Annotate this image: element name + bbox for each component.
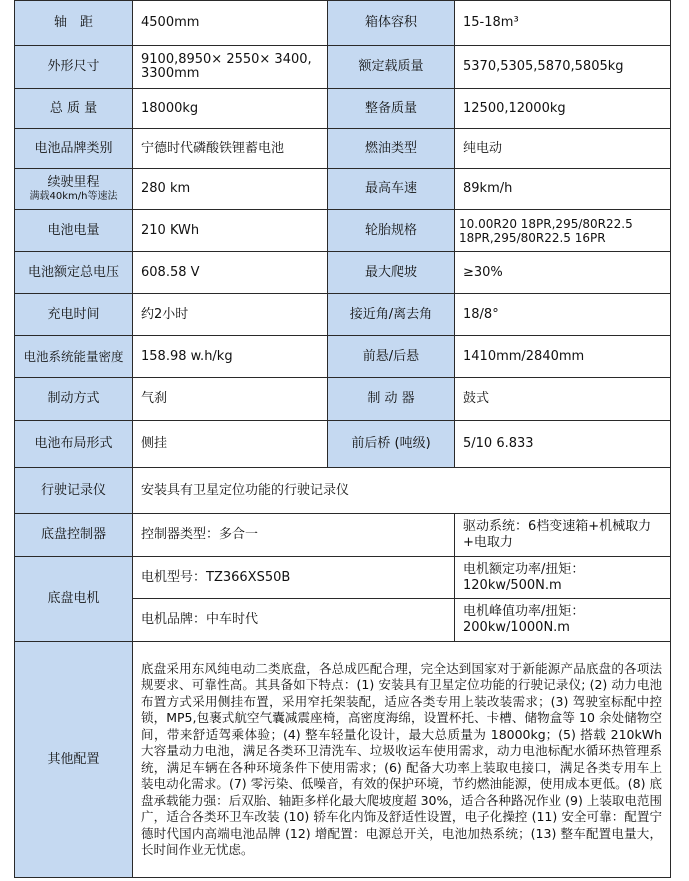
spec-row [15,46,671,89]
spec-label: 最高车速 [328,169,455,210]
spec-label: 总 质 量 [15,89,133,129]
spec-label: 电池品牌类别 [15,129,133,169]
motor-brand: 电机品牌：中车时代 [133,599,455,642]
spec-label: 充电时间 [15,294,133,336]
spec-value: 10.00R20 18PR,295/80R22.5 18PR,295/80R22.5 16PR [455,210,671,252]
spec-label: 电池电量 [15,210,133,252]
spec-label: 箱体容积 [328,1,455,46]
spec-label-sub: 满载40km/h等速法 [29,191,118,202]
spec-label: 接近角/离去角 [328,294,455,336]
spec-value: 280 km [133,169,328,210]
spec-value: 宁德时代磷酸铁锂蓄电池 [133,129,328,169]
controller-row [15,514,671,557]
spec-row [15,89,671,129]
spec-label: 电池布局形式 [15,421,133,468]
spec-row [15,336,671,378]
spec-row [15,294,671,336]
recorder-value: 安装具有卫星定位功能的行驶记录仪 [133,468,671,514]
spec-label: 轮胎规格 [328,210,455,252]
spec-label [15,169,133,210]
spec-label: 燃油类型 [328,129,455,169]
controller-type: 控制器类型：多合一 [133,514,455,557]
spec-label: 额定载质量 [328,46,455,89]
spec-label: 前后桥 (吨级) [328,421,455,468]
motor-row [15,557,671,599]
spec-label: 前悬/后悬 [328,336,455,378]
spec-table [14,0,671,878]
spec-row [15,129,671,169]
spec-value: 鼓式 [455,378,671,421]
motor-model: 电机型号：TZ366XS50B [133,557,455,599]
motor-label: 底盘电机 [15,557,133,642]
spec-value: 15-18m³ [455,1,671,46]
spec-value: 气刹 [133,378,328,421]
spec-value: 5370,5305,5870,5805kg [455,46,671,89]
spec-value: 12500,12000kg [455,89,671,129]
other-notes: 底盘采用东风纯电动二类底盘，各总成匹配合理，完全达到国家对于新能源产品底盘的各项法规要求、可靠性高。其具备如下特点：(1) 安装具有卫星定位功能的行驶记录仪; (2) 动力电池布置方式采用侧挂布置，采用窄托架装配，适应各类专用上装改装需求；(3) 驾驶室标配中控锁，MP5,包裹式航空气囊减震座椅，高密度海绵，设置杯托、卡槽、储物盒等 10 余处储物空间，带来舒适驾乘体验；(4) 整车轻量化设计，最大总质量为 18000kg；(5) 搭载 210kWh 大容量动力电池，满足各类环卫清洗车、垃圾收运车使用需求，动力电池标配水循环热管理系统，满足车辆在各种环境条件下使用需求；(6) 配备大功率上装取电接口，满足各类专用车上装电动化需求。(7) 零污染、低噪音，有效的保护环境，节约燃油能源，使用成本更低。(8) 底盘承载能力强：后双胎、轴距多样化最大爬坡度超 30%，适合各种路况作业 (9) 上装取电范围广，适合各类环卫车改装 (10) 轿车化内饰及舒适性设置，电子化操控 (11) 安全可靠：配置宁德时代国内高端电池品牌 (12) 增配置：电源总开关，电池加热系统；(13) 整车配置电量大，长时间作业无忧虑。 [133,642,671,878]
spec-label-main: 续驶里程 [47,175,100,190]
spec-value: 5/10 6.833 [455,421,671,468]
spec-value: 210 KWh [133,210,328,252]
spec-value: 纯电动 [455,129,671,169]
motor-rated: 电机额定功率/扭矩：120kw/500N.m [455,557,671,599]
spec-label: 轴 距 [15,1,133,46]
spec-value: 18000kg [133,89,328,129]
recorder-label: 行驶记录仪 [15,468,133,514]
spec-value: 89km/h [455,169,671,210]
spec-row [15,421,671,468]
motor-peak: 电机峰值功率/扭矩：200kw/1000N.m [455,599,671,642]
spec-label: 制动方式 [15,378,133,421]
spec-value: 608.58 V [133,252,328,294]
other-row [15,642,671,878]
spec-value: ≥30% [455,252,671,294]
spec-label: 整备质量 [328,89,455,129]
spec-label: 外形尺寸 [15,46,133,89]
spec-value: 9100,8950× 2550× 3400, 3300mm [133,46,328,89]
spec-label: 电池额定总电压 [15,252,133,294]
spec-value: 158.98 w.h/kg [133,336,328,378]
spec-value: 1410mm/2840mm [455,336,671,378]
spec-label: 电池系统能量密度 [15,336,133,378]
spec-value: 4500mm [133,1,328,46]
spec-row [15,1,671,46]
spec-label: 最大爬坡 [328,252,455,294]
other-label: 其他配置 [15,642,133,878]
controller-label: 底盘控制器 [15,514,133,557]
spec-row [15,169,671,210]
spec-value: 侧挂 [133,421,328,468]
spec-value: 18/8° [455,294,671,336]
spec-label: 制 动 器 [328,378,455,421]
spec-row [15,252,671,294]
spec-value: 约2小时 [133,294,328,336]
spec-row [15,210,671,252]
recorder-row [15,468,671,514]
spec-row [15,378,671,421]
drive-system: 驱动系统：6档变速箱+机械取力+电取力 [455,514,671,557]
